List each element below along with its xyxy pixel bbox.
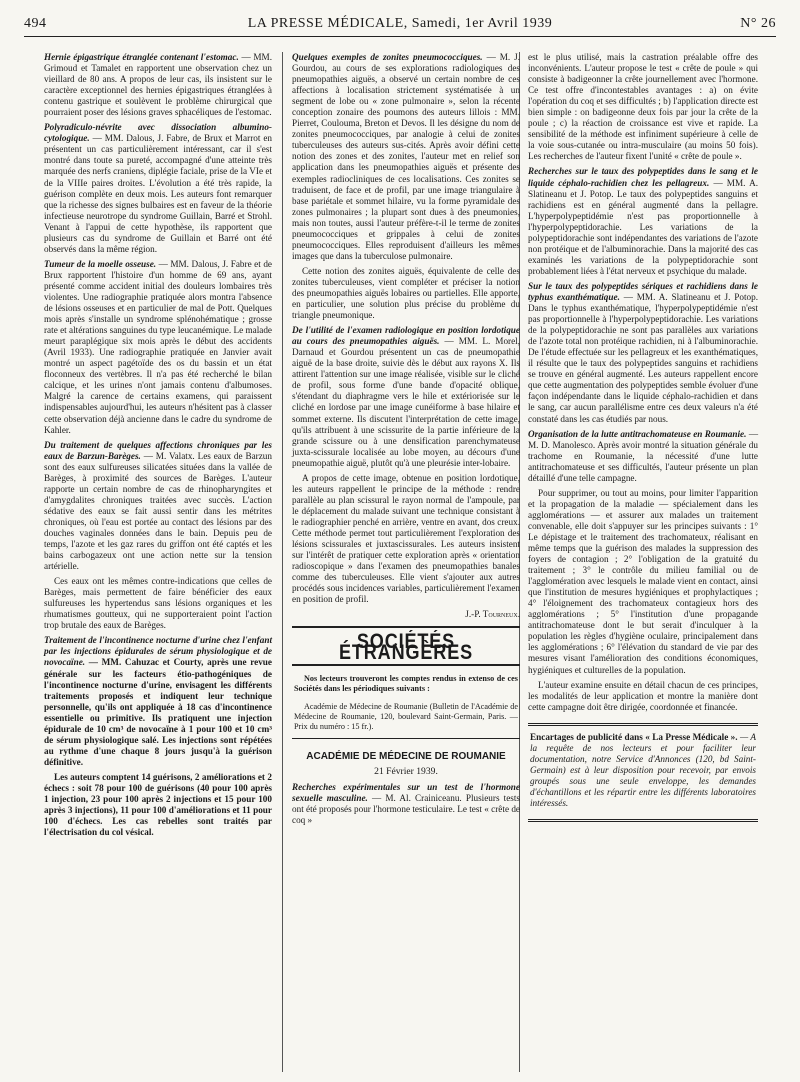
- column-middle: [292, 52, 520, 830]
- article: [44, 122, 272, 255]
- article-body: — M. Al. Crainiceanu. Plusieurs tests ont été proposés pour l'hormone testiculaire. Le test « crête de coq »: [292, 792, 521, 825]
- advertising-notice-box: [528, 723, 758, 822]
- article-body: — MM. A. Slatineanu et J. Potop. Dans le typhus exanthématique, l'hyperpolypeptidémie n'est pas proportionnelle à l'hyperpolypeptidorachie. Les variations de la polypeptidorachie ne sont pas parallèles aux variations de l'azote total non protéique rachidien, ni à l'albuminorachie. De l'étude effectuée sur les pellagreux et les exanthématiques, il résulte que le taux des polypeptides sanguins et rachidiens se trouve en général augmenté. Les auteurs rappellent encore que cette augmentation des polypeptides semble évoluer d'une façon indépendante dans le liquide céphalo-rachidien et dans le sang, car aucun parallélisme entre ces deux valeurs n'a été constaté dans les cas étudiés par nous.: [528, 291, 758, 424]
- article-paragraph: Pour supprimer, ou tout au moins, pour limiter l'apparition et la propagation de la maladie — spécialement dans les agglomérations — et assurer aux malades un traitement convenable, elle doit s'appuyer sur les principes suivants : 1° Le dépistage et le traitement des trachomateux, réalisant en même temps que la guérison des malades la suppression des foyers de contagion ; 2° l'obligation de la gratuité du traitement ; 3° le contrôle du milieu familial ou de l'agglomération avec lesquels le malade vient en contact, ainsi que l'institution de mesures hygiéniques et prophylactiques ; 4° l'éloignement des trachomateux contagieux hors des agglomérations ; 5° l'institution d'une propagande antitrachomateuse dont le but serait d'inculquer à la population les règles d'hygiène oculaire, principalement dans les agglomérations ; 6° l'élévation du standard de vie par des mesures visant l'amélioration des conditions économiques, hygiéniques et culturelles de la population.: [528, 487, 758, 675]
- article-body: — MM. L. Morel, Darnaud et Gourdou présentent un cas de pneumopathie aiguë de la base droite, suivie dès le début aux rayons X. Ils attirent l'attention sur une image réalisée, visible sur le cliché de profil, sous forme d'une bande d'opacité oblique, s'étendant du diaphragme vers le hile et extériorisée sur le cliché en lordose par une image cunéiforme à base hilaire et sommet externe. Ils discutent l'interprétation de cette image, qu'ils attribuent à une scissurite de la partie inférieure de la grande scissure ou à une densification parenchymateuse juxta-scissurale localisée au lobe moyen, au décours d'une pneumopathie aiguë, plutôt qu'à une pleurésie inter-lobaire.: [292, 336, 521, 468]
- session-date: 21 Février 1939.: [374, 766, 438, 778]
- article-title: Recherches sur le taux des polypeptides dans le sang et le liquide céphalo-rachidien chez les pellagreux.: [528, 166, 758, 188]
- article-title: De l'utilité de l'examen radiologique en position lordotique au cours des pneumopathies aiguës.: [292, 325, 520, 347]
- article: [292, 325, 520, 469]
- page-number: 494: [24, 16, 47, 31]
- section-rule: [292, 626, 520, 628]
- article-body: — MM. Dalous, J. Fabre et de Brux rapportent l'histoire d'un homme de 69 ans, ayant présenté comme accident initial des douleurs lombaires très violentes. Une radiographie pratiquée alors montra l'absence de lésions osseuses et en particulier de mal de Pott. Quelques mois après s'installe un syndrome splénohématique ; grosse rate et altérations sanguines du type leucanémique. Le malade meurt paraplégique six mois après le début des accidents (Avril 1933). Une radiographie pratiquée en Janvier avait montré un aspect pagétoïde des os du bassin et un état floconneux des vertèbres. Il n'a pas été recherché le bilan calcique, et les urines n'ont jamais contenu d'albumoses. Malgré la carence de certains examens, qui paraissent indispensables aujourd'hui, les auteurs n'hésitent pas à classer cette observation déjà ancienne dans le cadre du syndrome de Kahler.: [44, 258, 273, 435]
- article: [292, 782, 520, 826]
- article-title: Polyradiculo-névrite avec dissociation albumino-cytologique.: [44, 122, 272, 144]
- article-title: Sur le taux des polypeptides sériques et rachidiens dans le typhus exanthématique.: [528, 280, 758, 302]
- article-title: Organisation de la lutte antitrachomateuse en Roumanie.: [528, 428, 747, 439]
- article-paragraph: Les auteurs comptent 14 guérisons, 2 améliorations et 2 échecs : soit 78 pour 100 de guérisons (40 pour 100 après 1 injection, 23 pour 100 après 2 injections et 15 pour 100 après 3 injections), 11 pour 100 d'améliorations et 11 pour 100 d'échecs. Les cas rebelles sont traités par l'électrisation du col vésical.: [44, 771, 272, 838]
- section-rule: [292, 738, 520, 739]
- article-title: Traitement de l'incontinence nocturne d'urine chez l'enfant par les injections épidurales de sérum physiologique et de novocaïne.: [44, 635, 272, 668]
- issue-number: N° 26: [740, 16, 776, 31]
- article-title: Quelques exemples de zonites pneumococciques.: [292, 52, 483, 62]
- article-body: — MM. A. Slatineanu et J. Potop. Le taux des polypeptides sanguins et rachidiens est en général augmenté dans la pellagre. L'hyperpolypeptidémie n'est pas proportionnelle à l'hyperpolypeptidorachie. Les variations de la polypeptidorachie sont indépendantes des variations de l'azote non protéique et de l'albuminorachie. Dans la majorité des cas examinés les variations de la polypeptidorachie sont probablement liées à l'état nerveux et psychique du malade.: [528, 177, 759, 276]
- article-title: Du traitement de quelques affections chroniques par les eaux de Barzun-Barèges.: [44, 439, 272, 461]
- article-body: — MM. Cahuzac et Courty, après une revue générale sur les facteurs étio-pathogéniques de l'incontinence nocturne d'urine, envisagent les différents traitements proposés et indiquent leur technique personnelle, qu'ils ont appliquée à 18 cas d'incontinence essentielle ou primitive. Ils pratiquent une injection épidurale de 10 cm³ de novocaïne à 1 pour 100 et 10 cm³ de sérum physiologique salé. Les injections sont répétées au rythme d'une chaque 8 jours jusqu'à la guérison définitive.: [44, 657, 272, 767]
- column-left: [44, 52, 272, 842]
- article-title: Recherches expérimentales sur un test de l'hormone sexuelle masculine.: [292, 781, 520, 803]
- article: [292, 52, 520, 262]
- article-paragraph: Ces eaux ont les mêmes contre-indications que celles de Barèges, mais permettent de faire bénéficier des eaux sulfureuses les hypertendus sans lésions organiques et les rhumatismes goutteux, qui ne supporteraient point l'action trop brutale des eaux de Barèges.: [44, 576, 272, 631]
- article-paragraph: est le plus utilisé, mais la castration préalable offre des inconvénients. L'auteur propose le test « crête de poule » qui consiste à badigeonner la crête journellement avec l'hormone. Ce test offre d'incontestables avantages : a) on évite l'opération du coq et ses difficultés ; b) l'application directe est bien simple : on badigeonne deux fois par jour la crête de la poule ; c) la réaction de croissance est vive et rapide. La sensibilité de la méthode est infiniment supérieure à celle de la voie sous-cutanée ou intra-musculaire (au moins 50 fois). Les recherches de l'auteur fixent l'unité « crête de poule ».: [528, 52, 758, 162]
- article-paragraph: A propos de cette image, obtenue en position lordotique, les auteurs rappellent le principe de la méthode : rendre parallèle au plan scissural le rayon normal de l'ampoule, par le déplacement du malade suivant une technique consistant à le radiographier penché en arrière, ventre en avant, dos creux. Cette méthode permet tout particulièrement l'exploration des lésions scissurales et juxtascissurales. Les auteurs insistent sur l'intérêt de pratiquer cette exploration après « orientation radioscopique » dans l'examen des pneumopathies banales comme des tuberculeuses. Elle vient s'ajouter aux autres procédés sous incidences variables, particulièrement l'examen en position de profil.: [292, 472, 520, 605]
- column-right: [528, 52, 758, 822]
- article-body: — MM. Grimoud et Tamalet en rapportent une observation chez un vieillard de 80 ans. A propos de leur cas, ils insistent sur le caractère exceptionnel des hernies épigastriques étranglées à contenu gastrique et soulèvent le problème chirurgical que pourraient poser des lésions graves sphacéliques de l'estomac.: [44, 52, 273, 118]
- notice: [530, 732, 756, 809]
- article: [44, 635, 272, 768]
- section-title: SOCIÉTÉS ÉTRANGÈRES: [338, 630, 474, 665]
- article-paragraph: Cette notion des zonites aiguës, équivalente de celle des zonites tuberculeuses, vient compléter et préciser la notion des pneumopathies aiguës lobaires ou partielles. Elle apporte, en particulier, une solution plus précise du problème du triangle pneumonique.: [292, 265, 520, 321]
- article-body: — M. D. Manolesco. Après avoir montré la situation générale du trachome en Roumanie, la nécessité d'une lutte antitrachomateuse et ses difficultés, l'auteur présente un plan détaillé d'une telle campagne.: [528, 428, 759, 483]
- article: [44, 52, 272, 118]
- article: [44, 259, 272, 436]
- journal-title: LA PRESSE MÉDICALE, Samedi, 1er Avril 1939: [247, 16, 553, 31]
- page-header: [24, 14, 776, 37]
- notice-title: Encartages de publicité dans « La Presse Médicale ».: [530, 731, 738, 742]
- article-paragraph: L'auteur examine ensuite en détail chacun de ces principes, les modalités de leur application et montre la manière dont cette campagne doit être dirigée, coordonnée et financée.: [528, 679, 758, 712]
- section-rule: [292, 664, 520, 666]
- article: [528, 429, 758, 484]
- notice-body: — A la requête de nos lecteurs et pour faciliter leur documentation, notre Service d'Annonces (120, bd Saint-Germain) est à leur disposition pour recevoir, par envois groupés sous une seule enveloppe, les demandes d'échantillons et les répartir entre les différents laboratoires intéressés.: [530, 731, 756, 808]
- society-heading: ACADÉMIE DE MÉDECINE DE ROUMANIE: [306, 751, 506, 763]
- column-divider: [282, 52, 283, 1072]
- article-body: — M. Valatx. Les eaux de Barzun sont des eaux sulfureuses silicatées situées dans la vallée de Barèges, à proximité des sources de Barèges. L'auteur rapporte un certain nombre de cas de rhinopharyngites et d'amygdalites chroniques traitées avec succès. L'action sédative des eaux se fait aussi sentir dans les métrites chroniques, où l'eau est portée au contact des lésions par des douches vaginales données dans le bain. Depuis peu de temps, l'azote et les gaz rares du griffon ont été captés et les bains carbogazeux ont une action nette sur la tension artérielle.: [44, 450, 272, 572]
- article-body: — MM. Dalous, J. Fabre, de Brux et Marrot en présentent un cas particulièrement intéressant, car il s'est montré dans toute sa pureté, accompagné d'une atteinte très marquée des nerfs craniens, diplégie faciale, prise de la VIe et de la VIIIe paires droites. L'évolution a été très rapide, la guérison complète en deux mois. Les auteurs font remarquer que la richesse des signes bulbaires est en faveur de la théorie infectieuse neurotrope du syndrome Guillain, Barré et Strohl. Venant à l'appui de cette hypothèse, ils rapportent que plusieurs cas du syndrome de Guillain et Barré ont été observés dans la même région.: [44, 133, 272, 254]
- article-body: — M. J. Gourdou, au cours de ses explorations radiologiques des pneumopathies aiguës, a observé un certain nombre de ces affections à localisation strictement systématisée à un segment de lobe ou « zone pulmonaire », selon la récente conception zonaire des poumons des auteurs lillois : MM. Pierret, Couloumа, Breton et Devos. Il les désigne du nom de zonites pneumococciques, par analogie à celui de zonites tuberculeuses des auteurs sus-cités. Après avoir défini cette notion des zones et des zonites, l'auteur met en relief son application dans les pneumopathies aiguës et présente des exemples radiocliniques de ces localisations. Ces zonites se traduisent, de face et de profil, par une image triangulaire à base pariétale et sommet hilaire, vu la forme pyramidale des zones pulmonaires ; la plupart sont dues à des pneumonies, mais non toutes, aussi l'auteur préfère-t-il le terme de zonites pneumococciques et grippales à celui de zonites pneumococciques. Elles reproduisent d'ailleurs les mêmes images que dans la tuberculose pulmonaire.: [292, 52, 520, 261]
- article: [528, 166, 758, 276]
- signature: J.-P. Tourneux.: [465, 609, 520, 620]
- article-title: Hernie épigastrique étranglée contenant l'estomac.: [44, 52, 239, 62]
- section-note: Nos lecteurs trouveront les comptes rendus in extenso de ces Sociétés dans les périodiques suivants :: [294, 674, 518, 694]
- article: [528, 281, 758, 425]
- article-title: Tumeur de la moelle osseuse.: [44, 258, 157, 269]
- article: [44, 440, 272, 573]
- periodical-reference: Académie de Médecine de Roumanie (Bulletin de l'Académie de Médecine de Roumanie, 120, boulevard Saint-Germain, Paris. — Prix du numéro : 15 fr.).: [294, 702, 518, 732]
